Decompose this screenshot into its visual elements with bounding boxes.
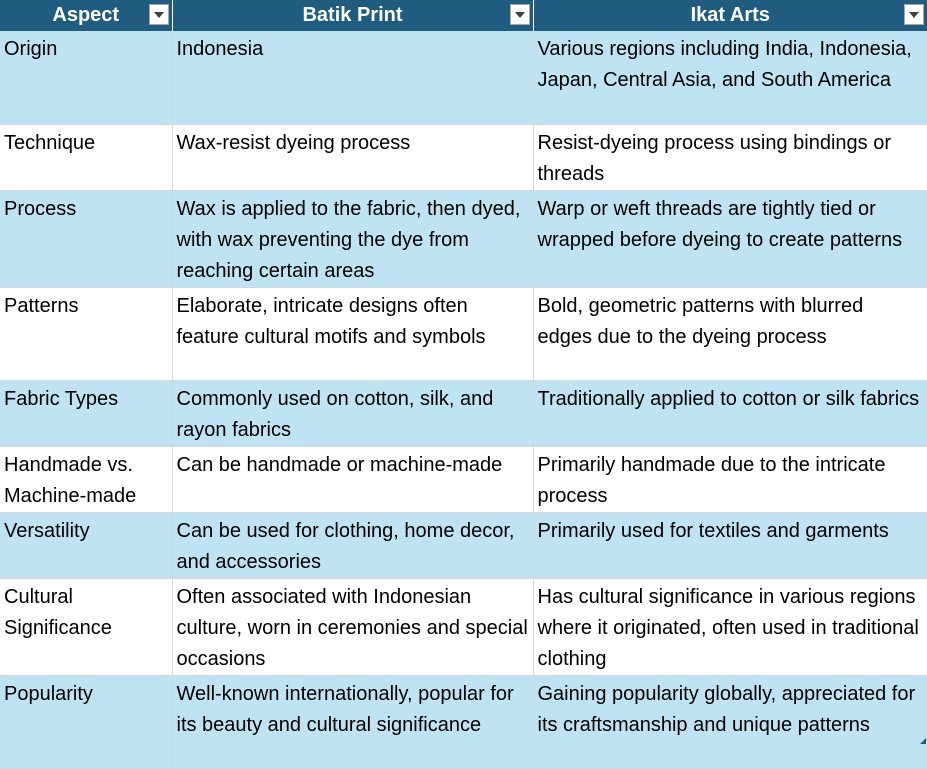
cell-ikat[interactable]: Traditionally applied to cotton or silk fabrics: [533, 380, 927, 446]
cell-ikat[interactable]: Warp or weft threads are tightly tied or wrapped before dyeing to create patterns: [533, 190, 927, 287]
cell-ikat[interactable]: Primarily used for textiles and garments: [533, 512, 927, 578]
cell-batik[interactable]: Indonesia: [172, 31, 533, 124]
cell-ikat[interactable]: Bold, geometric patterns with blurred edges due to the dyeing process: [533, 287, 927, 380]
cell-aspect[interactable]: Versatility: [0, 512, 172, 578]
table-row: [0, 380, 927, 446]
filter-dropdown-button[interactable]: [149, 4, 169, 25]
cell-batik[interactable]: Often associated with Indonesian culture, worn in ceremonies and special occasions: [172, 578, 533, 675]
header-aspect: [0, 0, 172, 31]
cell-batik[interactable]: Can be handmade or machine-made: [172, 446, 533, 512]
header-ikat-label: Ikat Arts: [534, 0, 927, 31]
table-row: [0, 190, 927, 287]
cell-batik[interactable]: Well-known internationally, popular for its beauty and cultural significance: [172, 675, 533, 768]
cell-aspect[interactable]: Fabric Types: [0, 380, 172, 446]
cell-aspect[interactable]: Process: [0, 190, 172, 287]
cell-batik[interactable]: Commonly used on cotton, silk, and rayon fabrics: [172, 380, 533, 446]
cell-aspect[interactable]: Technique: [0, 124, 172, 190]
table-row: [0, 512, 927, 578]
table-row: [0, 578, 927, 675]
cell-batik[interactable]: Wax is applied to the fabric, then dyed, with wax preventing the dye from reaching certain areas: [172, 190, 533, 287]
table-row: [0, 675, 927, 768]
cell-aspect[interactable]: Handmade vs. Machine-made: [0, 446, 172, 512]
header-batik-label: Batik Print: [173, 0, 533, 31]
cell-ikat[interactable]: Various regions including India, Indonesia, Japan, Central Asia, and South America: [533, 31, 927, 124]
dropdown-filter-icon: [909, 12, 919, 18]
cell-ikat[interactable]: Resist-dyeing process using bindings or threads: [533, 124, 927, 190]
cell-ikat[interactable]: Primarily handmade due to the intricate process: [533, 446, 927, 512]
filter-dropdown-button[interactable]: [904, 4, 924, 25]
filter-dropdown-button[interactable]: [510, 4, 530, 25]
cell-aspect[interactable]: Cultural Significance: [0, 578, 172, 675]
header-aspect-label: Aspect: [0, 0, 172, 31]
table-row: [0, 446, 927, 512]
table-resize-handle[interactable]: [920, 738, 926, 744]
header-batik: [172, 0, 533, 31]
cell-batik[interactable]: Wax-resist dyeing process: [172, 124, 533, 190]
cell-aspect[interactable]: Popularity: [0, 675, 172, 768]
dropdown-filter-icon: [154, 12, 164, 18]
header-row: [0, 0, 927, 31]
cell-batik[interactable]: Elaborate, intricate designs often feature cultural motifs and symbols: [172, 287, 533, 380]
cell-aspect[interactable]: Patterns: [0, 287, 172, 380]
table-row: [0, 124, 927, 190]
cell-ikat[interactable]: Gaining popularity globally, appreciated for its craftsmanship and unique patterns: [533, 675, 927, 768]
dropdown-filter-icon: [515, 12, 525, 18]
cell-aspect[interactable]: Origin: [0, 31, 172, 124]
table-row: [0, 31, 927, 124]
cell-batik[interactable]: Can be used for clothing, home decor, and accessories: [172, 512, 533, 578]
cell-ikat[interactable]: Has cultural significance in various regions where it originated, often used in traditional clothing: [533, 578, 927, 675]
header-ikat: [533, 0, 927, 31]
table-row: [0, 287, 927, 380]
